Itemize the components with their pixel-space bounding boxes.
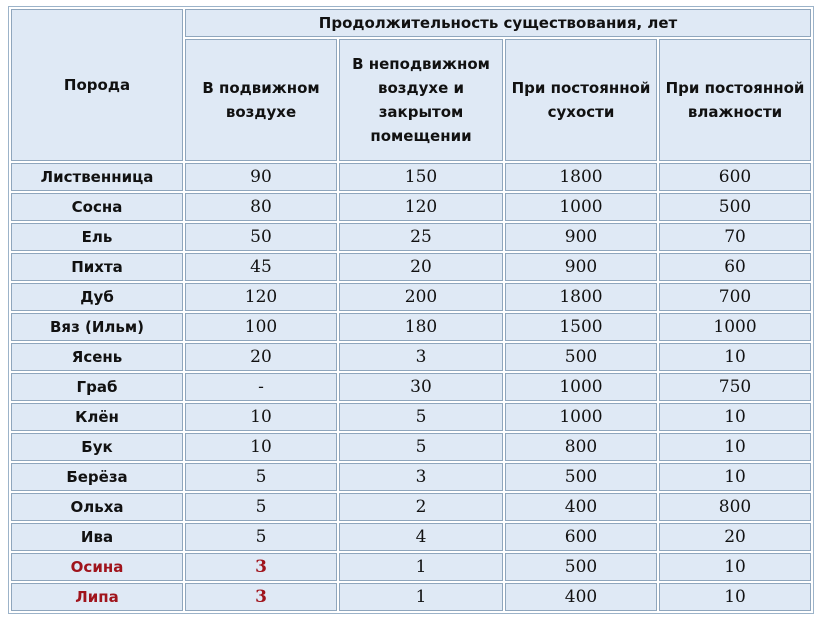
- value-cell: 1000: [505, 193, 657, 221]
- value-cell: 100: [185, 313, 337, 341]
- header-col-humid: При постоянной влажности: [659, 39, 811, 161]
- value-cell: 10: [659, 553, 811, 581]
- value-cell: 60: [659, 253, 811, 281]
- value-cell: 180: [339, 313, 503, 341]
- value-cell: 400: [505, 493, 657, 521]
- table-row: [11, 523, 811, 551]
- value-cell: 500: [659, 193, 811, 221]
- value-cell: 10: [659, 583, 811, 611]
- species-name-cell: Ольха: [11, 493, 183, 521]
- value-cell: 5: [185, 463, 337, 491]
- value-cell: 700: [659, 283, 811, 311]
- value-cell: 2: [339, 493, 503, 521]
- value-cell: 20: [659, 523, 811, 551]
- table-body: [11, 163, 811, 611]
- species-name-cell: Граб: [11, 373, 183, 401]
- table-row: [11, 403, 811, 431]
- value-cell: 70: [659, 223, 811, 251]
- table-row: [11, 283, 811, 311]
- value-cell: 45: [185, 253, 337, 281]
- value-cell: 5: [339, 433, 503, 461]
- value-cell: 4: [339, 523, 503, 551]
- value-cell: 90: [185, 163, 337, 191]
- table-row: [11, 373, 811, 401]
- value-cell: 750: [659, 373, 811, 401]
- value-cell: 1000: [659, 313, 811, 341]
- species-name-cell: Бук: [11, 433, 183, 461]
- species-name-cell: Пихта: [11, 253, 183, 281]
- value-cell: 80: [185, 193, 337, 221]
- value-cell: 10: [659, 433, 811, 461]
- value-cell: 500: [505, 463, 657, 491]
- species-name-cell: Осина: [11, 553, 183, 581]
- value-cell: 20: [185, 343, 337, 371]
- value-cell: 1800: [505, 283, 657, 311]
- value-cell: 500: [505, 343, 657, 371]
- value-cell: 3: [185, 583, 337, 611]
- value-cell: 900: [505, 253, 657, 281]
- header-species: Порода: [11, 9, 183, 161]
- table-row: [11, 583, 811, 611]
- value-cell: 3: [185, 553, 337, 581]
- value-cell: 10: [185, 403, 337, 431]
- table-row: [11, 313, 811, 341]
- species-name-cell: Берёза: [11, 463, 183, 491]
- value-cell: 10: [659, 343, 811, 371]
- species-name-cell: Вяз (Ильм): [11, 313, 183, 341]
- value-cell: 1000: [505, 403, 657, 431]
- value-cell: 800: [659, 493, 811, 521]
- value-cell: 20: [339, 253, 503, 281]
- value-cell: 1: [339, 583, 503, 611]
- value-cell: 3: [339, 343, 503, 371]
- table-row: [11, 253, 811, 281]
- value-cell: 10: [659, 403, 811, 431]
- header-col-still-air: В неподвижном воздухе и закрытом помещении: [339, 39, 503, 161]
- value-cell: 900: [505, 223, 657, 251]
- value-cell: 1800: [505, 163, 657, 191]
- value-cell: 400: [505, 583, 657, 611]
- species-name-cell: Лиственница: [11, 163, 183, 191]
- wood-durability-table: [8, 6, 814, 614]
- value-cell: 150: [339, 163, 503, 191]
- value-cell: 500: [505, 553, 657, 581]
- value-cell: 3: [339, 463, 503, 491]
- table-row: [11, 493, 811, 521]
- table-row: [11, 343, 811, 371]
- species-name-cell: Ива: [11, 523, 183, 551]
- value-cell: 120: [185, 283, 337, 311]
- table-row: [11, 163, 811, 191]
- header-lifespan-title: Продолжительность существования, лет: [185, 9, 811, 37]
- table-row: [11, 463, 811, 491]
- species-name-cell: Дуб: [11, 283, 183, 311]
- value-cell: 5: [185, 523, 337, 551]
- value-cell: 1000: [505, 373, 657, 401]
- species-name-cell: Липа: [11, 583, 183, 611]
- table-row: [11, 433, 811, 461]
- table-row: [11, 223, 811, 251]
- species-name-cell: Клён: [11, 403, 183, 431]
- value-cell: 25: [339, 223, 503, 251]
- value-cell: 800: [505, 433, 657, 461]
- header-col-dry: При постоянной сухости: [505, 39, 657, 161]
- value-cell: 50: [185, 223, 337, 251]
- value-cell: -: [185, 373, 337, 401]
- value-cell: 30: [339, 373, 503, 401]
- value-cell: 10: [659, 463, 811, 491]
- table-row: [11, 193, 811, 221]
- value-cell: 120: [339, 193, 503, 221]
- species-name-cell: Ясень: [11, 343, 183, 371]
- value-cell: 600: [505, 523, 657, 551]
- value-cell: 200: [339, 283, 503, 311]
- value-cell: 5: [185, 493, 337, 521]
- value-cell: 1500: [505, 313, 657, 341]
- value-cell: 10: [185, 433, 337, 461]
- header-col-moving-air: В подвижном воздухе: [185, 39, 337, 161]
- value-cell: 5: [339, 403, 503, 431]
- species-name-cell: Ель: [11, 223, 183, 251]
- species-name-cell: Сосна: [11, 193, 183, 221]
- table-row: [11, 553, 811, 581]
- durability-table-container: [8, 6, 808, 614]
- value-cell: 1: [339, 553, 503, 581]
- value-cell: 600: [659, 163, 811, 191]
